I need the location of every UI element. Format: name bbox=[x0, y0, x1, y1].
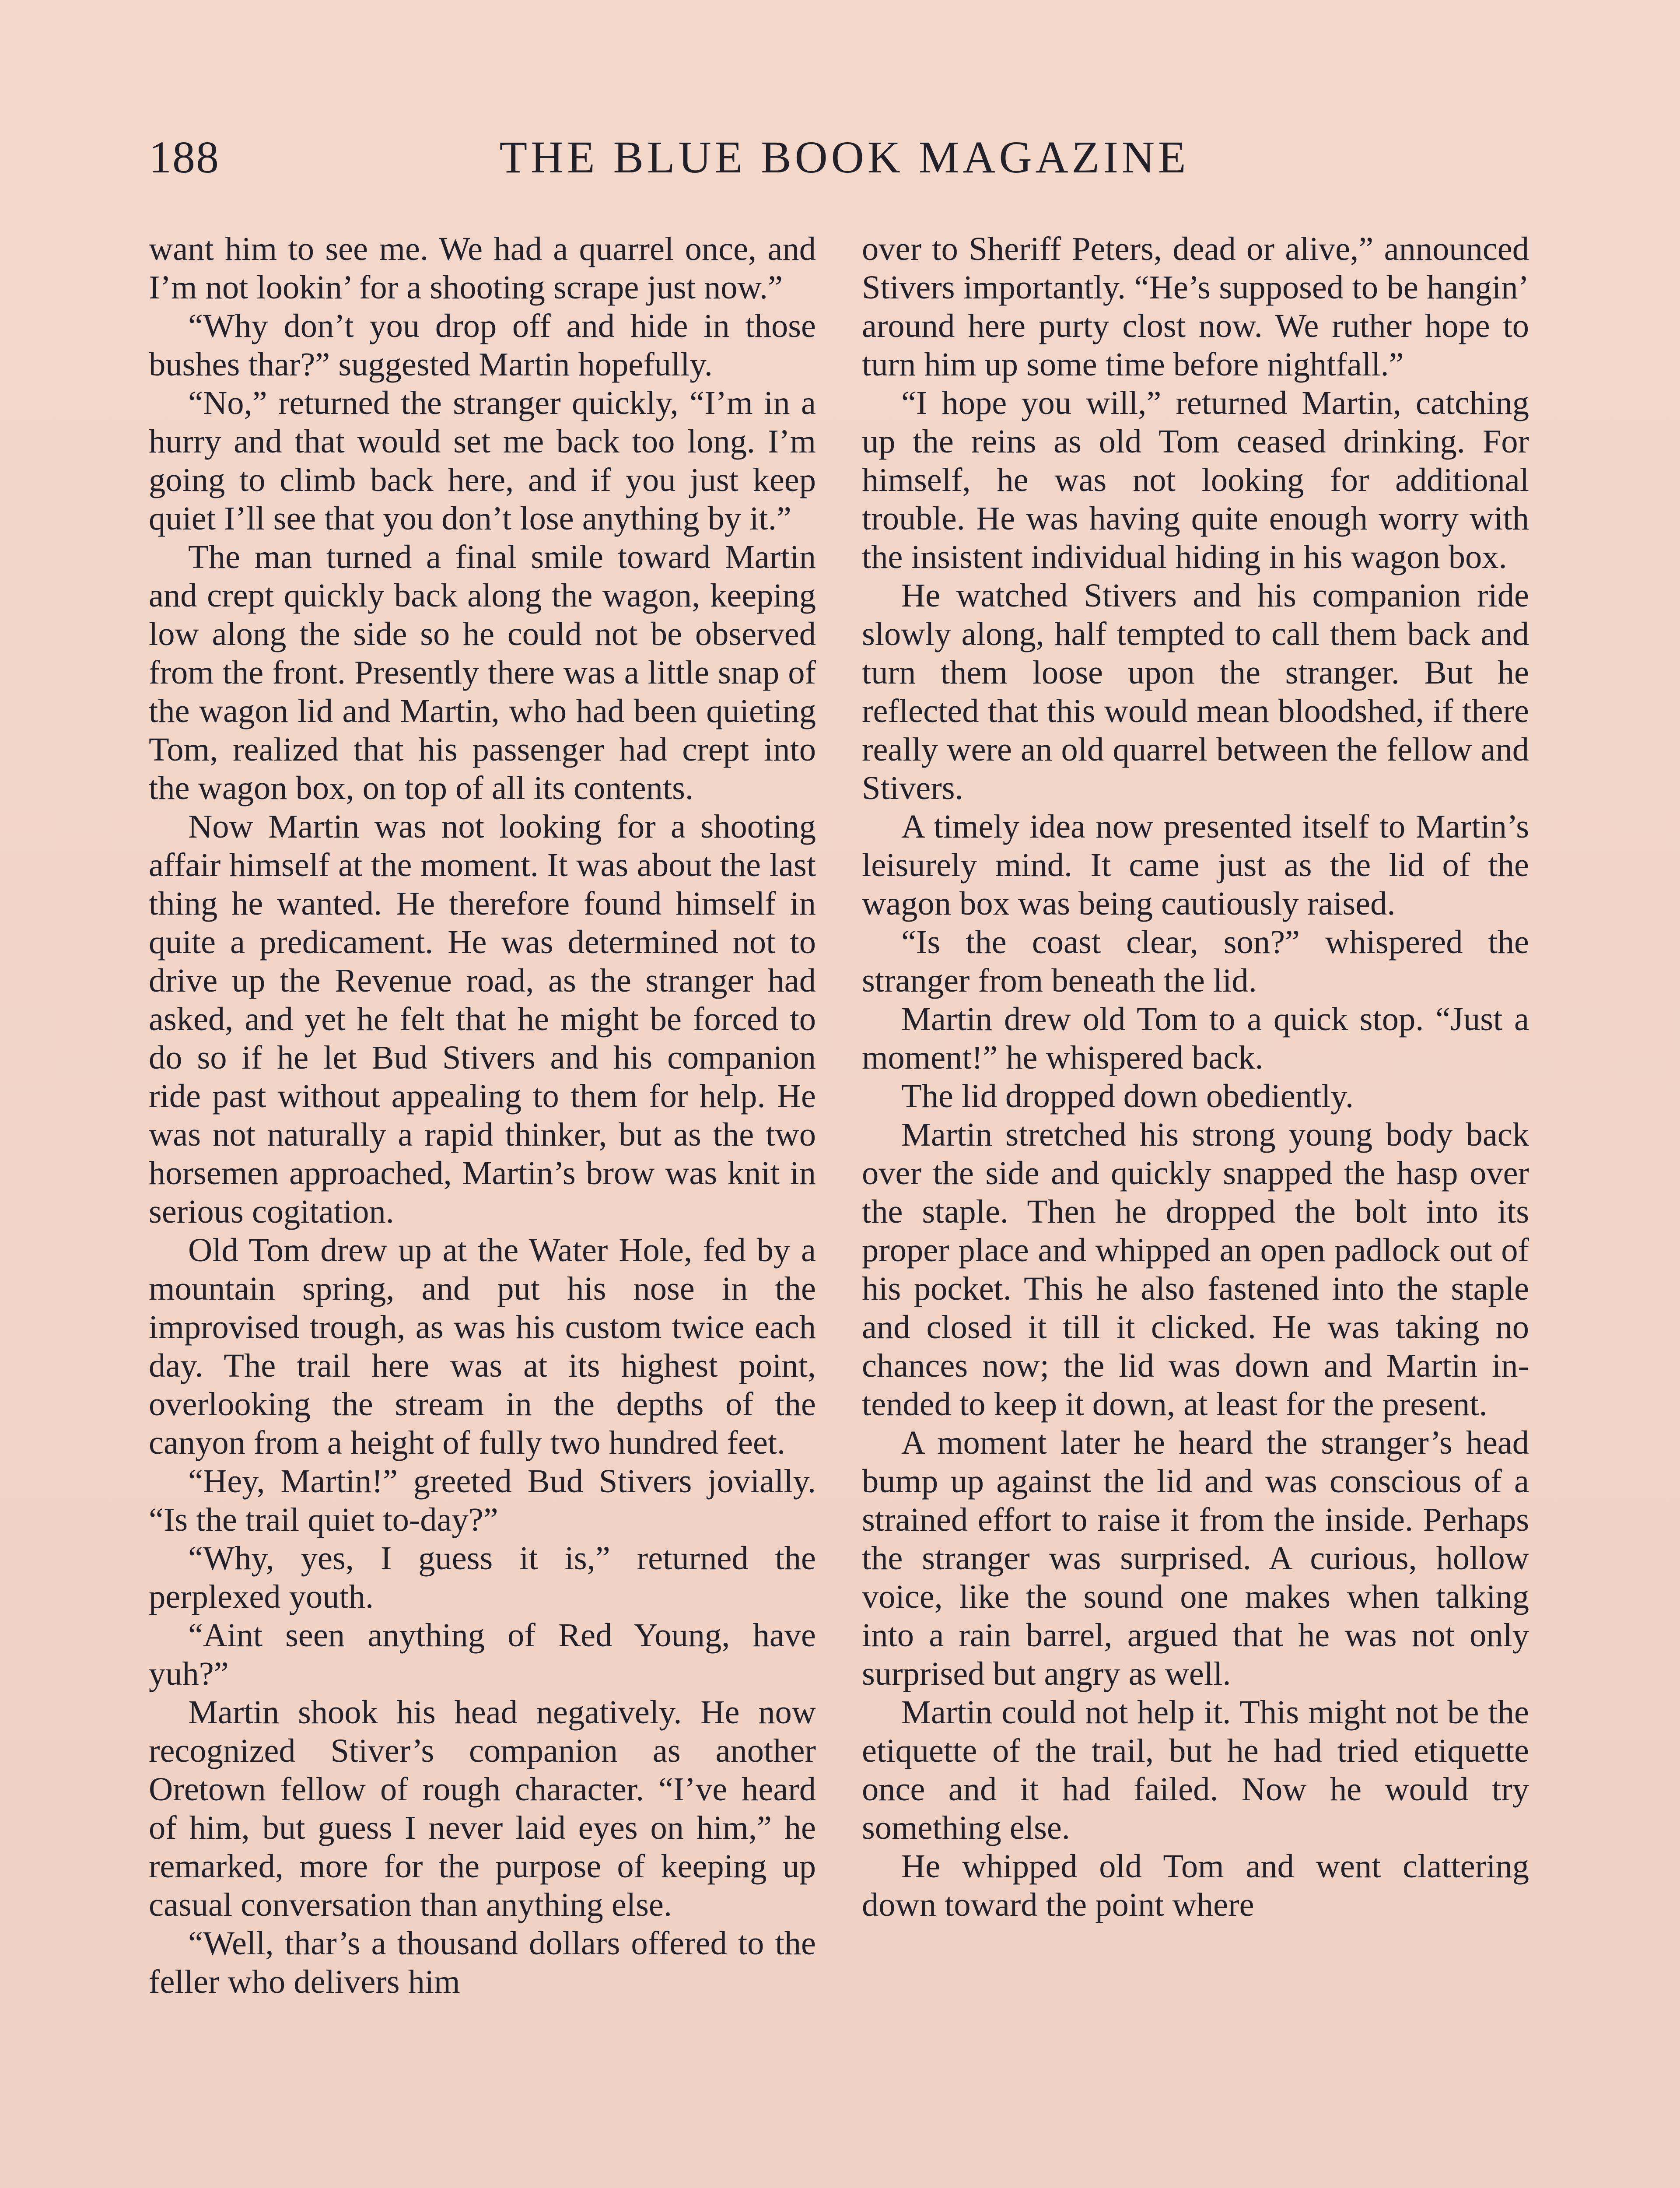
paragraph: He whipped old Tom and went clattering down toward the point where bbox=[862, 1848, 1529, 1923]
paragraph: “I hope you will,” returned Martin, catching up the reins as old Tom ceased drinking. For himself, he was not looking for additional trouble. He was having quite enough worry with the insistent individual hiding in his wagon box. bbox=[862, 384, 1529, 575]
paragraph: The man turned a final smile toward Martin and crept quickly back along the wagon, keeping low along the side so he could not be observed from the front. Presently there was a little snap of the wagon lid and Martin, who had been quieting Tom, realized that his passenger had crept into the wagon box, on top of all its contents. bbox=[149, 538, 816, 806]
paragraph: Old Tom drew up at the Water Hole, fed by a mountain spring, and put his nose in the improvised trough, as was his custom twice each day. The trail here was at its highest point, overlooking the stream in the depths of the canyon from a height of fully two hundred feet. bbox=[149, 1231, 816, 1461]
paragraph: want him to see me. We had a quarrel once, and I’m not lookin’ for a shooting scrape just now.” bbox=[149, 230, 816, 306]
paragraph: Martin could not help it. This might not be the etiquette of the trail, but he had tried etiquette once and it had failed. Now he would try something else. bbox=[862, 1694, 1529, 1846]
paragraph: “Well, thar’s a thousand dollars offered to the feller who delivers him bbox=[149, 1925, 816, 2000]
paragraph: “Aint seen anything of Red Young, have yuh?” bbox=[149, 1616, 816, 1692]
paragraph: “No,” returned the stranger quickly, “I’m in a hurry and that would set me back too long. I’m going to climb back here, and if you just keep quiet I’ll see that you don’t lose anything by it.” bbox=[149, 384, 816, 537]
paragraph: “Hey, Martin!” greeted Bud Stivers jovially. “Is the trail quiet to-day?” bbox=[149, 1462, 816, 1538]
paragraph: Martin shook his head negatively. He now recognized Stiver’s companion as another Oretown fellow of rough character. “I’ve heard of him, but guess I never laid eyes on him,” he remarked, more for the purpose of keeping up casual conversation than anything else. bbox=[149, 1694, 816, 1923]
paragraph: “Is the coast clear, son?” whispered the stranger from beneath the lid. bbox=[862, 923, 1529, 999]
paragraph: “Why don’t you drop off and hide in those bushes thar?” suggested Martin hopefully. bbox=[149, 307, 816, 383]
paragraph: A moment later he heard the stranger’s head bump up against the lid and was conscious of a strained effort to raise it from the inside. Perhaps the stranger was surprised. A curious, hollow voice, like the sound one makes when talking into a rain barrel, argued that he was not only surprised but angry as well. bbox=[862, 1424, 1529, 1692]
paragraph: Martin drew old Tom to a quick stop. “Just a moment!” he whispered back. bbox=[862, 1000, 1529, 1076]
left-column bbox=[149, 230, 816, 2001]
page-header bbox=[0, 125, 1680, 190]
paragraph: Now Martin was not looking for a shooting affair himself at the moment. It was about the last thing he wanted. He therefore found himself in quite a predicament. He was determined not to drive up the Revenue road, as the stranger had asked, and yet he felt that he might be forced to do so if he let Bud Stivers and his companion ride past without appealing to them for help. He was not naturally a rapid thinker, but as the two horsemen approached, Martin’s brow was knit in serious cogitation. bbox=[149, 808, 816, 1230]
page-number: 188 bbox=[149, 132, 220, 182]
paragraph: “Why, yes, I guess it is,” returned the perplexed youth. bbox=[149, 1539, 816, 1615]
paragraph: A timely idea now presented itself to Martin’s leisurely mind. It came just as the lid of the wagon box was being cautiously raised. bbox=[862, 808, 1529, 922]
paragraph: The lid dropped down obediently. bbox=[901, 1077, 1354, 1115]
running-title: THE BLUE BOOK MAGAZINE bbox=[499, 132, 1190, 182]
paragraph: He watched Stivers and his companion ride slowly along, half tempted to call them back and turn them loose upon the stranger. But he reflected that this would mean bloodshed, if there really were an old quarrel between the fellow and Stivers. bbox=[862, 577, 1529, 806]
paragraph: over to Sheriff Peters, dead or alive,” announced Stivers importantly. “He’s supposed to be hangin’ around here purty clost now. We ruther hope to turn him up some time before nightfall.” bbox=[862, 230, 1529, 383]
right-column bbox=[862, 230, 1529, 1924]
paragraph: Martin stretched his strong young body back over the side and quickly snapped the hasp over the staple. Then he dropped the bolt into its proper place and whipped an open padlock out of his pocket. This he also fastened into the staple and closed it till it clicked. He was taking no chances now; the lid was down and Martin intended to keep it down, at least for the present. bbox=[862, 1116, 1529, 1423]
